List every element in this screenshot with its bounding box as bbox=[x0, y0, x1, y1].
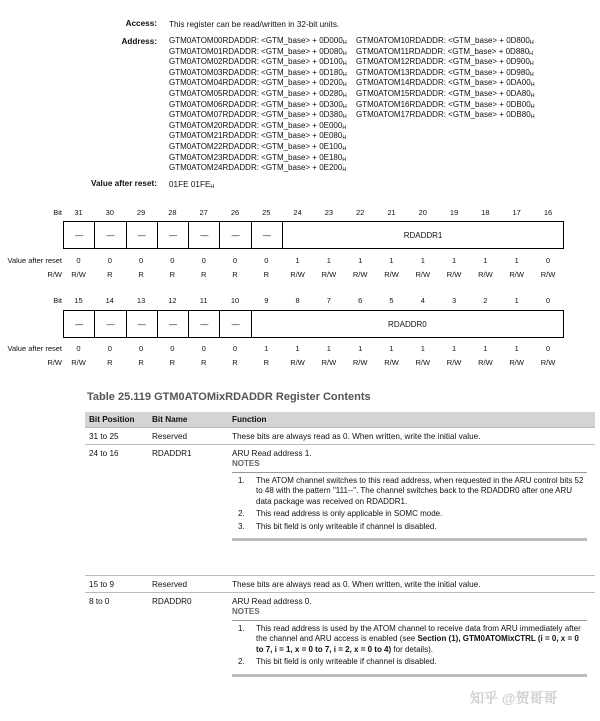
access-value: R bbox=[200, 358, 207, 367]
bit-number: 18 bbox=[481, 208, 490, 217]
bit-number: 22 bbox=[356, 208, 365, 217]
bit-number: 7 bbox=[326, 296, 331, 305]
cell-name: RDADDR0 bbox=[152, 597, 192, 606]
access-value: R/W bbox=[446, 270, 462, 279]
reset-value: 1 bbox=[358, 256, 363, 265]
cell-function bbox=[229, 449, 595, 564]
cell-function bbox=[229, 597, 595, 681]
reset-value: 0 bbox=[170, 256, 175, 265]
bit-row-label-upper: Bit bbox=[53, 208, 62, 217]
bit-number: 20 bbox=[418, 208, 427, 217]
address-line: GTM0ATOM22RDADDR: <GTM_base> + $0E100_H$ bbox=[169, 141, 347, 152]
access-value: R/W bbox=[352, 270, 368, 279]
reset-value: 0 bbox=[201, 256, 206, 265]
notes-box bbox=[232, 620, 587, 677]
reset-value: 01FE $01FE_H$ bbox=[169, 180, 215, 190]
address-line: GTM0ATOM14RDADDR: <GTM_base> + $0DA00_H$ bbox=[356, 78, 535, 89]
access-value: R bbox=[138, 270, 144, 279]
cell-function: These bits are always read as 0. When written, write the initial value. bbox=[232, 432, 481, 441]
reset-value: 0 bbox=[170, 344, 175, 353]
bit-number: 21 bbox=[387, 208, 396, 217]
access-value: R/W bbox=[352, 358, 368, 367]
reset-value: 1 bbox=[389, 256, 394, 265]
access-value: R bbox=[200, 270, 207, 279]
address-line: GTM0ATOM17RDADDR: <GTM_base> + $0DB80_H$ bbox=[356, 110, 535, 121]
access-value: R/W bbox=[540, 358, 556, 367]
access-value: R/W bbox=[290, 270, 305, 279]
cell-position: 31 to 25 bbox=[89, 432, 119, 441]
function-text: ARU Read address 0. bbox=[232, 597, 312, 606]
reset-value: 0 bbox=[76, 256, 81, 265]
bit-number: 10 bbox=[230, 296, 240, 305]
reset-value: 1 bbox=[326, 256, 331, 265]
header-bit-name: Bit Name bbox=[152, 415, 188, 424]
address-line: GTM0ATOM24RDADDR: <GTM_base> + $0E200_H$ bbox=[169, 163, 347, 174]
table-row bbox=[85, 575, 595, 592]
reset-label: Value after reset: bbox=[91, 179, 157, 188]
reset-row-label-upper: Value after reset bbox=[7, 256, 62, 265]
reset-value: 0 bbox=[264, 256, 269, 265]
cell-function: These bits are always read as 0. When written, write the initial value. bbox=[232, 580, 481, 589]
reset-value: 1 bbox=[420, 344, 425, 353]
cell-name: Reserved bbox=[152, 432, 188, 441]
access-row-label-upper: R/W bbox=[47, 270, 62, 279]
reset-value: 0 bbox=[76, 344, 81, 353]
address-line: GTM0ATOM04RDADDR: <GTM_base> + $0D200_H$ bbox=[169, 78, 347, 89]
reserved-bit-cell: — bbox=[95, 222, 126, 248]
bit-number: 8 bbox=[295, 296, 300, 305]
reserved-bit-cell: — bbox=[189, 311, 220, 337]
bit-number: 2 bbox=[483, 296, 488, 305]
table-row bbox=[85, 444, 595, 567]
access-value: R/W bbox=[384, 358, 399, 367]
bit-number: 12 bbox=[168, 296, 177, 305]
reset-value: 1 bbox=[483, 256, 488, 265]
access-value: R bbox=[138, 358, 144, 367]
access-value: R bbox=[107, 270, 113, 279]
access-value: R/W bbox=[509, 358, 524, 367]
access-value: R/W bbox=[478, 270, 493, 279]
address-line: GTM0ATOM03RDADDR: <GTM_base> + $0D180_H$ bbox=[169, 67, 347, 78]
address-line: GTM0ATOM21RDADDR: <GTM_base> + $0E080_H$ bbox=[169, 131, 347, 142]
access-value: R bbox=[169, 270, 176, 279]
access-value: R/W bbox=[478, 358, 493, 367]
address-line: GTM0ATOM02RDADDR: <GTM_base> + $0D100_H$ bbox=[169, 57, 347, 68]
bit-number: 9 bbox=[264, 296, 269, 305]
reset-value: 0 bbox=[232, 256, 238, 265]
reset-value: 1 bbox=[295, 344, 300, 353]
field-cell: RDADDR1 bbox=[403, 230, 443, 240]
access-value: R/W bbox=[321, 358, 337, 367]
cell-name: Reserved bbox=[152, 580, 188, 589]
reset-value: 1 bbox=[295, 256, 300, 265]
note-item: 2. This read address is only applicable in SOMC mode. bbox=[238, 509, 443, 519]
reset-value: 0 bbox=[232, 344, 238, 353]
register-lower-fields bbox=[63, 310, 564, 338]
access-value: R/W bbox=[290, 358, 305, 367]
bit-number: 11 bbox=[199, 296, 208, 305]
address-list-right bbox=[356, 36, 535, 121]
reserved-bit-cell: — bbox=[64, 311, 95, 337]
reserved-bit-cell: — bbox=[127, 222, 158, 248]
table-row bbox=[85, 427, 595, 444]
table-title: Table 25.119 GTM0ATOMixRDADDR Register Contents bbox=[87, 391, 371, 403]
bit-number: 23 bbox=[324, 208, 334, 217]
bit-number: 19 bbox=[449, 208, 459, 217]
bit-number: 30 bbox=[105, 208, 114, 217]
reserved-bit-cell: — bbox=[252, 222, 283, 248]
reset-value: 1 bbox=[264, 344, 269, 353]
bit-number: 24 bbox=[293, 208, 302, 217]
reset-value: 1 bbox=[420, 256, 425, 265]
reset-value: 1 bbox=[358, 344, 363, 353]
address-line: GTM0ATOM05RDADDR: <GTM_base> + $0D280_H$ bbox=[169, 88, 347, 99]
bit-number: 4 bbox=[420, 296, 425, 305]
reserved-bit-cell: — bbox=[95, 311, 126, 337]
reset-value: 1 bbox=[389, 344, 394, 353]
header-function: Function bbox=[232, 415, 267, 424]
note-item: 3. This bit field is only writeable if channel is disabled. bbox=[238, 521, 437, 531]
bit-row-label-lower: Bit bbox=[53, 296, 62, 305]
note-item: 1. This read address is used by the ATOM channel to receive data from ARU immediately after the channel and ARU access is enabled (see Section (1), GTM0ATOMixCTRL (i = 0, x = 0 to 7, i = 1, x = 0 to 7, i = 2, x = 0 to 4) for details). bbox=[238, 624, 581, 654]
address-line: GTM0ATOM07RDADDR: <GTM_base> + $0D380_H$ bbox=[169, 110, 347, 121]
access-value: R/W bbox=[71, 358, 86, 367]
register-contents-table bbox=[85, 412, 595, 684]
address-list-left bbox=[169, 36, 347, 174]
address-label: Address: bbox=[121, 37, 157, 46]
function-text: ARU Read address 1. bbox=[232, 449, 312, 458]
bit-number: 26 bbox=[230, 208, 240, 217]
reset-value: 0 bbox=[545, 256, 551, 265]
bit-number: 17 bbox=[512, 208, 521, 217]
access-row-label-lower: R/W bbox=[47, 358, 62, 367]
address-line: GTM0ATOM00RDADDR: <GTM_base> + $0D000_H$ bbox=[169, 36, 347, 46]
access-value: R/W bbox=[384, 270, 399, 279]
bit-number: 27 bbox=[199, 208, 208, 217]
reset-value: 0 bbox=[107, 344, 112, 353]
reset-value: 1 bbox=[514, 256, 519, 265]
field-cell: RDADDR0 bbox=[388, 319, 427, 329]
reserved-bit-cell: — bbox=[158, 222, 189, 248]
access-value: R/W bbox=[446, 358, 462, 367]
reserved-bit-cell: — bbox=[220, 311, 251, 337]
note-item: 1. The ATOM channel switches to this read address, when requested in the ARU control bits 52 to 48 with the pattern "111--". The channel switches back to the RDADDR0 after one ARU data package was received on RDADDR1. bbox=[238, 476, 584, 506]
address-line: GTM0ATOM23RDADDR: <GTM_base> + $0E180_H$ bbox=[169, 152, 347, 163]
access-value: R/W bbox=[415, 270, 431, 279]
access-value: R bbox=[107, 358, 113, 367]
access-value: R bbox=[263, 358, 269, 367]
watermark: 知乎 @贺哥哥 bbox=[470, 690, 558, 706]
reserved-bit-cell: — bbox=[189, 222, 220, 248]
bit-number: 31 bbox=[74, 208, 83, 217]
reset-value: 0 bbox=[545, 344, 551, 353]
access-value: R/W bbox=[321, 270, 337, 279]
address-line: GTM0ATOM13RDADDR: <GTM_base> + $0D980_H$ bbox=[356, 67, 534, 78]
access-label: Access: bbox=[125, 19, 157, 28]
address-line: GTM0ATOM06RDADDR: <GTM_base> + $0D300_H$ bbox=[169, 99, 347, 110]
table-header bbox=[85, 412, 595, 427]
reserved-bit-cell: — bbox=[127, 311, 158, 337]
reserved-bit-cell: — bbox=[220, 222, 251, 248]
note-item: 2. This bit field is only writeable if channel is disabled. bbox=[238, 657, 437, 667]
reset-value: 1 bbox=[514, 344, 519, 353]
bit-number: 28 bbox=[168, 208, 177, 217]
reset-value: 1 bbox=[326, 344, 331, 353]
reset-value: 1 bbox=[483, 344, 488, 353]
bit-number: 14 bbox=[105, 296, 114, 305]
access-value: R/W bbox=[509, 270, 524, 279]
bit-number: 15 bbox=[74, 296, 83, 305]
bit-number: 25 bbox=[262, 208, 271, 217]
address-line: GTM0ATOM11RDADDR: <GTM_base> + $0D880_H$ bbox=[356, 46, 534, 57]
header-bit-position: Bit Position bbox=[89, 415, 135, 424]
reset-row-label-lower: Value after reset bbox=[7, 344, 62, 353]
bit-number: 0 bbox=[545, 296, 551, 305]
bit-number: 6 bbox=[358, 296, 363, 305]
address-line: GTM0ATOM16RDADDR: <GTM_base> + $0DB00_H$ bbox=[356, 99, 535, 110]
reset-value: 1 bbox=[452, 344, 457, 353]
address-line: GTM0ATOM12RDADDR: <GTM_base> + $0D900_H$ bbox=[356, 57, 534, 68]
access-value: R/W bbox=[540, 270, 556, 279]
reserved-bit-cell: — bbox=[158, 311, 189, 337]
register-upper-fields bbox=[63, 221, 564, 249]
access-text: This register can be read/written in 32-bit units. bbox=[169, 20, 340, 29]
cell-position: 24 to 16 bbox=[89, 449, 119, 458]
access-value: R/W bbox=[71, 270, 86, 279]
table-row bbox=[85, 592, 595, 684]
address-line: GTM0ATOM20RDADDR: <GTM_base> + $0E000_H$ bbox=[169, 120, 347, 131]
bit-number: 1 bbox=[514, 296, 519, 305]
reserved-bit-cell: — bbox=[64, 222, 95, 248]
bit-number: 13 bbox=[136, 296, 146, 305]
notes-box bbox=[232, 472, 587, 541]
bit-number: 5 bbox=[389, 296, 394, 305]
reset-value: 1 bbox=[452, 256, 457, 265]
reset-value: 0 bbox=[201, 344, 206, 353]
access-value: R bbox=[169, 358, 176, 367]
cell-position: 8 to 0 bbox=[89, 597, 110, 606]
address-line: GTM0ATOM15RDADDR: <GTM_base> + $0DA80_H$ bbox=[356, 88, 535, 99]
access-value: R bbox=[232, 358, 238, 367]
access-value: R bbox=[263, 270, 269, 279]
access-value: R bbox=[232, 270, 238, 279]
access-value: R/W bbox=[415, 358, 431, 367]
notes-heading: NOTES bbox=[232, 607, 260, 616]
reset-value: 0 bbox=[139, 256, 144, 265]
bit-number: 16 bbox=[543, 208, 553, 217]
cell-position: 15 to 9 bbox=[89, 580, 115, 589]
bit-number: 3 bbox=[452, 296, 457, 305]
address-line: GTM0ATOM10RDADDR: <GTM_base> + $0D800_H$ bbox=[356, 36, 534, 46]
bit-number: 29 bbox=[136, 208, 146, 217]
reset-value: 0 bbox=[139, 344, 144, 353]
address-line: GTM0ATOM01RDADDR: <GTM_base> + $0D080_H$ bbox=[169, 46, 347, 57]
cell-name: RDADDR1 bbox=[152, 449, 192, 458]
reset-value: 0 bbox=[107, 256, 112, 265]
notes-heading: NOTES bbox=[232, 459, 260, 468]
